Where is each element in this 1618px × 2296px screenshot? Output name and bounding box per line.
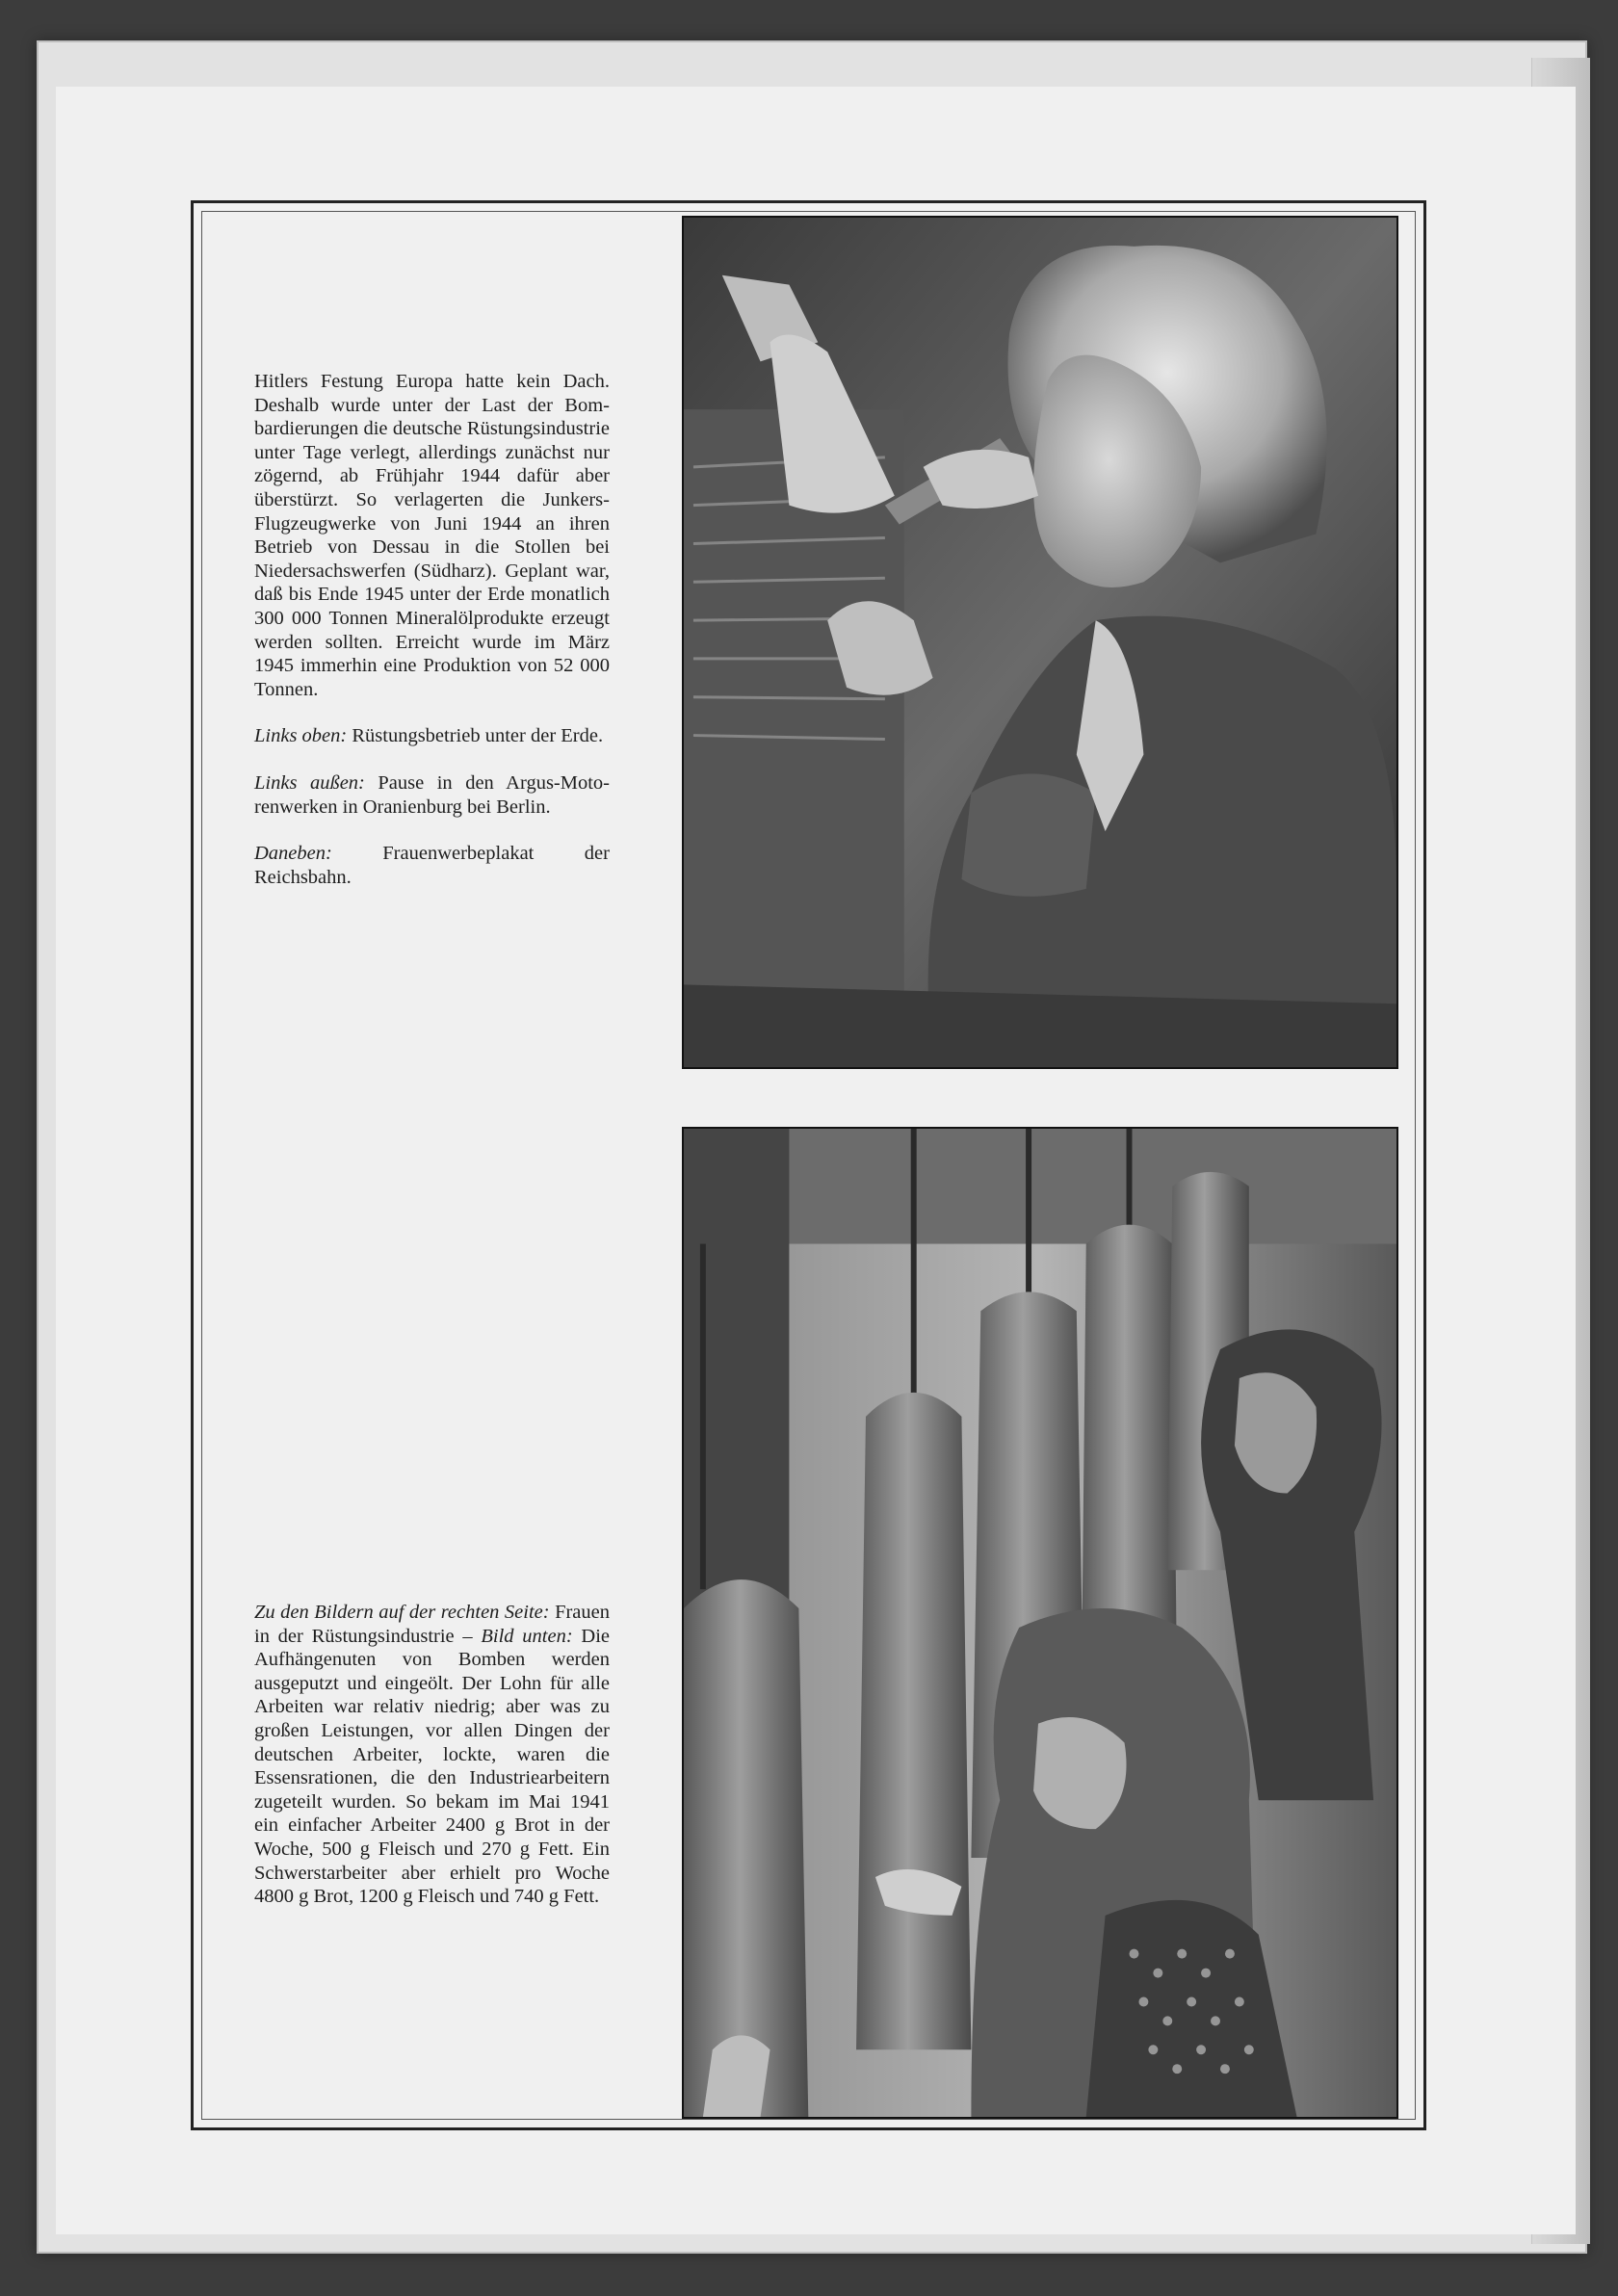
photo-woman-soldering xyxy=(682,216,1398,1069)
caption-text: Frauenwerbeplakat der Reichsbahn. xyxy=(254,843,610,888)
lower-caption xyxy=(254,1601,610,1909)
upper-text-column xyxy=(254,370,610,912)
caption-daneben xyxy=(254,842,610,889)
photo-women-bombs xyxy=(682,1127,1398,2119)
lower-text-column xyxy=(254,1601,610,1932)
caption-label: Bild unten: xyxy=(481,1625,573,1647)
photo-woman-soldering-image xyxy=(684,218,1396,1067)
caption-text: Frauen in der Rüstungsindustrie – xyxy=(254,1602,610,1647)
caption-links-oben xyxy=(254,724,610,748)
caption-text: Die Aufhängenuten von Bomben werden ausgeputzt und eingeölt. Der Lohn für alle Arbeiten war relativ niedrig; aber was zu großen Leistungen, vor allen Dingen der deutschen Arbeiter, lockte, waren die Essensrationen, die den Industriearbeitern zugeteilt wurden. So bekam im Mai 1941 ein einfacher Arbeiter 2400 g Brot in der Woche, 500 g Fleisch und 270 g Fett. Ein Schwerstarbeiter aber erhielt pro Woche 4800 g Brot, 1200 g Fleisch und 740 g Fett. xyxy=(254,1625,610,1908)
photo-women-bombs-image xyxy=(684,1129,1396,2117)
caption-text: Rüstungsbetrieb unter der Erde. xyxy=(347,725,604,747)
caption-label: Daneben: xyxy=(254,843,332,865)
intro-paragraph: Hitlers Festung Europa hatte kein Dach. Deshalb wurde unter der Last der Bombardierungen die deutsche Rüstungsindustrie unter Tage verlegt, allerdings zunächst nur zögernd, ab Frühjahr 1944 dafür aber überstürzt. So verlagerten die Junkers-Flugzeugwerke von Juni 1944 an ihren Betrieb von Dessau in die Stollen bei Niedersachswerfen (Südharz). Geplant war, daß bis Ende 1945 unter der Erde monatlich 300 000 Tonnen Mineralölprodukte erzeugt werden sollten. Erreicht wurde im März 1945 immerhin eine Produktion von 52 000 Tonnen. xyxy=(254,371,610,700)
caption-links-aussen xyxy=(254,771,610,819)
caption-label: Zu den Bildern auf der rechten Seite: xyxy=(254,1602,550,1623)
caption-label: Links oben: xyxy=(254,725,348,747)
caption-label: Links außen: xyxy=(254,771,365,794)
caption-text: Pause in den Argus-Motorenwerken in Oranienburg bei Berlin. xyxy=(254,771,610,818)
